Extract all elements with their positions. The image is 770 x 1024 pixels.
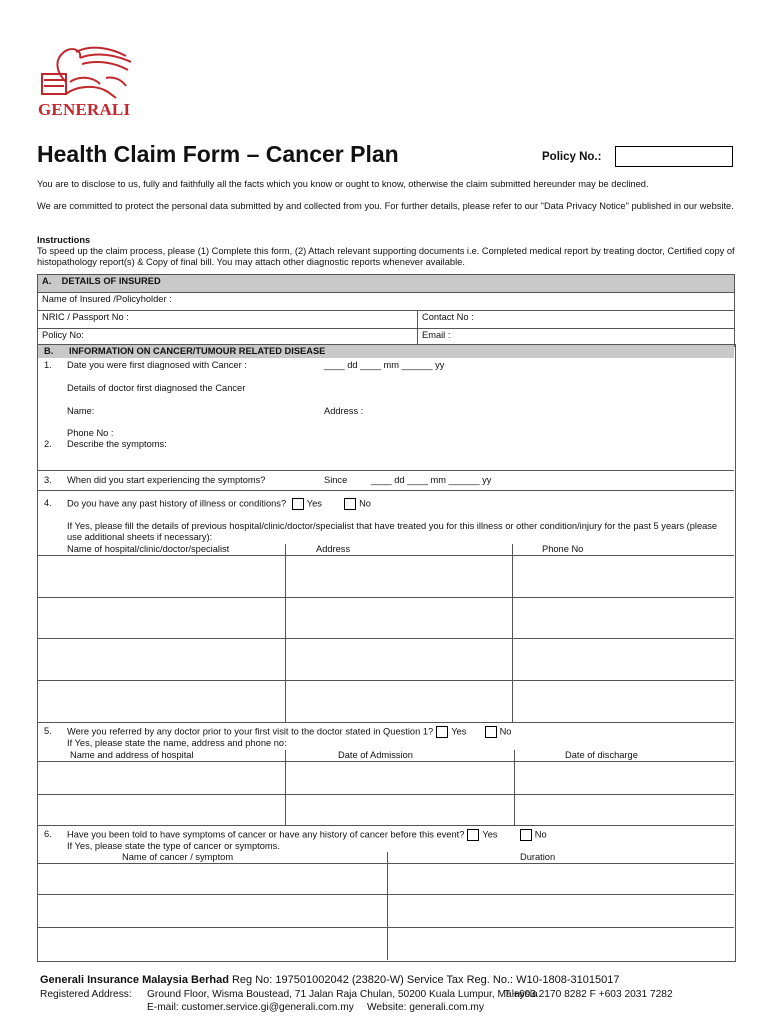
brand-name: GENERALI: [38, 100, 131, 119]
q4-no-label: No: [359, 498, 371, 509]
q4-col-divider: [512, 544, 513, 722]
q3-text: When did you start experiencing the symptoms?: [67, 475, 266, 485]
q6-yes-checkbox[interactable]: [467, 829, 479, 841]
q6-no-checkbox[interactable]: [520, 829, 532, 841]
section-b-header: [38, 345, 734, 358]
q5-row: [67, 726, 511, 738]
section-b-letter: B.: [44, 346, 54, 356]
q5-number: 5.: [44, 726, 52, 736]
q4-row: [67, 498, 371, 510]
q5-row-line: [37, 794, 734, 795]
q6-col-duration: Duration: [520, 852, 556, 862]
q5-table-top: [37, 761, 734, 762]
email-label: Email :: [422, 330, 451, 340]
q1-number: 1.: [44, 360, 52, 370]
divider: [37, 490, 734, 491]
contact-field[interactable]: [418, 311, 735, 329]
q4-row-line: [37, 680, 734, 681]
q4-col-address: Address: [316, 544, 351, 554]
privacy-text: We are committed to protect the personal data submitted by and collected from you. For further details, please refer to our "Data Privacy Notice" published in our website.: [37, 201, 734, 211]
q6-no-label: No: [534, 829, 547, 840]
q5-no-label: No: [499, 726, 512, 737]
q4-number: 4.: [44, 498, 52, 508]
policy-no-field[interactable]: [615, 146, 733, 167]
disclosure-text: You are to disclose to us, fully and faithfully all the facts which you know or ought to know, otherwise the claim submitted hereunder may be declined.: [37, 179, 649, 189]
section-a-letter: A.: [42, 276, 52, 286]
footer-website[interactable]: Website: generali.com.my: [367, 1002, 485, 1013]
q3-since-label: Since: [324, 475, 348, 485]
doctor-details-label: Details of doctor first diagnosed the Cancer: [67, 383, 246, 393]
instructions-title: Instructions: [37, 235, 91, 245]
footer-reg: Reg No: 197501002042 (23820-W) Service Tax Reg. No.: W10-1808-31015017: [231, 974, 620, 986]
q5-yes-label: Yes: [451, 726, 467, 737]
q4-col-name: Name of hospital/clinic/doctor/specialist: [67, 544, 230, 554]
q5-note: If Yes, please state the name, address and phone no:: [67, 738, 287, 748]
q3-date-field[interactable]: ____ dd ____ mm ______ yy: [371, 475, 492, 485]
q6-number: 6.: [44, 829, 52, 839]
q2-text: Describe the symptoms:: [67, 439, 167, 449]
doctor-phone-field[interactable]: Phone No :: [67, 428, 114, 438]
q4-row-line: [37, 722, 734, 723]
q5-row-line: [37, 825, 734, 826]
q4-row-line: [37, 597, 734, 598]
q6-row-line: [37, 927, 734, 928]
q4-note: If Yes, please fill the details of previous hospital/clinic/doctor/specialist that have treated you for this illness or other condition/injury for the past 5 years (please use additional sheets if necessary):: [67, 521, 718, 542]
footer-address-row: [40, 989, 740, 1000]
doctor-name-field[interactable]: Name:: [67, 406, 95, 416]
q5-no-checkbox[interactable]: [485, 726, 497, 738]
footer-company: Generali Insurance Malaysia Berhad: [40, 974, 229, 986]
q3-number: 3.: [44, 475, 52, 485]
policy-label: Policy No:: [42, 330, 84, 340]
instructions-text: To speed up the claim process, please (1) Complete this form, (2) Attach relevant supporting documents i.e. Completed medical report by treating doctor, Certified copy of histopathology report(s) & Copy of final bill. You may attach other diagnostic reports whenever available.: [37, 246, 735, 267]
section-a-header: [38, 275, 735, 293]
q6-table-top: [37, 863, 734, 864]
nric-label: NRIC / Passport No :: [42, 312, 129, 322]
insured-name-label: Name of Insured /Policyholder :: [42, 294, 172, 304]
doctor-address-field[interactable]: Address :: [324, 406, 364, 416]
q2-number: 2.: [44, 439, 52, 449]
q5-col-divider: [285, 750, 286, 825]
q5-yes-checkbox[interactable]: [436, 726, 448, 738]
q4-col-phone: Phone No: [542, 544, 584, 554]
q5-col-admission: Date of Admission: [338, 750, 413, 760]
q5-col-divider: [514, 750, 515, 825]
q6-col-cancer: Name of cancer / symptom: [122, 852, 234, 862]
footer-address-label: Registered Address:: [40, 989, 132, 1000]
divider: [37, 470, 734, 471]
footer-company-row: [40, 974, 619, 986]
q6-text: Have you been told to have symptoms of cancer or have any history of cancer before this event?: [67, 829, 465, 840]
q4-text: Do you have any past history of illness or conditions?: [67, 498, 287, 509]
q1-date-field[interactable]: ____ dd ____ mm ______ yy: [324, 360, 445, 370]
q4-col-divider: [285, 544, 286, 722]
q4-row-line: [37, 638, 734, 639]
q4-yes-label: Yes: [306, 498, 322, 509]
q6-row: [67, 829, 547, 841]
section-a-title: DETAILS OF INSURED: [61, 276, 161, 286]
section-a-table: [37, 274, 735, 347]
q4-table-top: [37, 555, 734, 556]
q5-col-hospital: Name and address of hospital: [70, 750, 194, 760]
q4-yes-checkbox[interactable]: [292, 498, 304, 510]
q1-text: Date you were first diagnosed with Cancer :: [67, 360, 247, 370]
footer-email[interactable]: E-mail: customer.service.gi@generali.com.my: [147, 1002, 354, 1013]
contact-label: Contact No :: [422, 312, 474, 322]
footer-phone: T +603 2170 8282 F +603 2031 7282: [504, 989, 673, 1000]
q6-note: If Yes, please state the type of cancer or symptoms.: [67, 841, 280, 851]
lion-icon: [36, 42, 136, 102]
insured-name-field[interactable]: [38, 293, 735, 311]
q5-text: Were you referred by any doctor prior to your first visit to the doctor stated in Question 1?: [67, 726, 434, 737]
q4-no-checkbox[interactable]: [344, 498, 356, 510]
nric-field[interactable]: [38, 311, 418, 329]
q6-yes-label: Yes: [482, 829, 498, 840]
policy-no-label: Policy No.:: [542, 151, 602, 163]
page-title: Health Claim Form – Cancer Plan: [37, 141, 399, 167]
q5-col-discharge: Date of discharge: [565, 750, 638, 760]
footer-address: Ground Floor, Wisma Boustead, 71 Jalan Raja Chulan, 50200 Kuala Lumpur, Malaysia: [147, 989, 538, 1000]
q6-row-line: [37, 894, 734, 895]
section-b-title: INFORMATION ON CANCER/TUMOUR RELATED DISEASE: [69, 346, 326, 356]
q6-col-divider: [387, 852, 388, 960]
